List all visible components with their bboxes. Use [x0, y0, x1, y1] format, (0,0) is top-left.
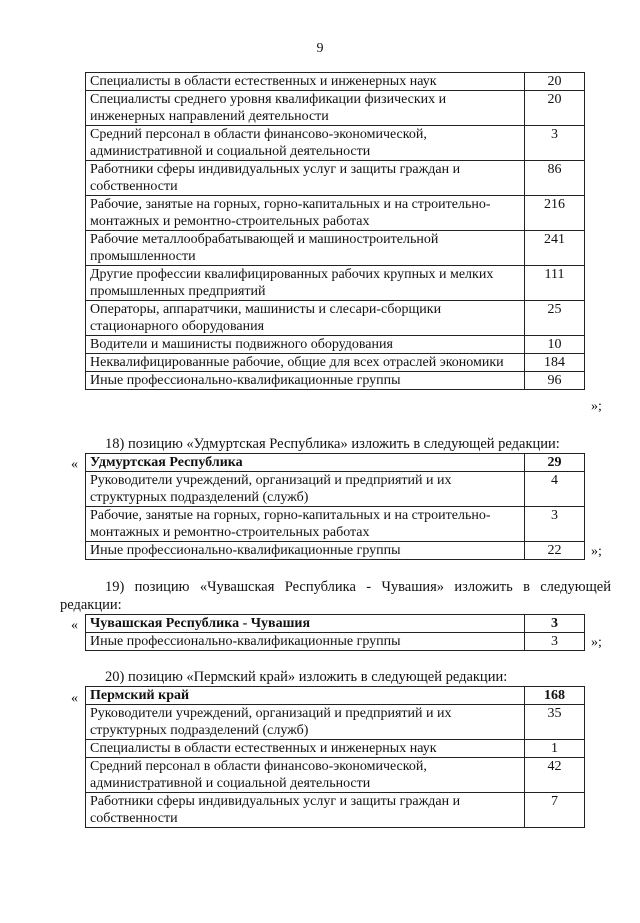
- group-count-cell: 35: [525, 705, 585, 740]
- table-header-row: [86, 687, 585, 705]
- table-header-row: [86, 615, 585, 633]
- paragraph-18-text: 18) позицию «Удмуртская Республика» изложить в следующей редакции:: [105, 436, 560, 452]
- group-count-cell: 3: [525, 126, 585, 161]
- table-udmurtia: [85, 453, 585, 560]
- group-count-cell: 3: [525, 507, 585, 542]
- paragraph-20-text: 20) позицию «Пермский край» изложить в следующей редакции:: [105, 669, 508, 685]
- group-count-cell: 3: [525, 633, 585, 651]
- table-row: [86, 73, 585, 91]
- region-total: 29: [525, 454, 585, 472]
- paragraph-18: [60, 435, 611, 453]
- group-name-cell: Работники сферы индивидуальных услуг и защиты граждан и собственности: [86, 793, 525, 828]
- region-total: 168: [525, 687, 585, 705]
- table-row: [86, 231, 585, 266]
- open-quote-chuv: «: [71, 618, 78, 633]
- paragraph-19-line1: 19) позицию «Чувашская Республика - Чувашия» изложить в следующей: [105, 579, 611, 595]
- table-perm: [85, 686, 585, 828]
- close-quote-udm: »;: [591, 544, 602, 559]
- group-name-cell: Средний персонал в области финансово-экономической, административной и социальной деятельности: [86, 758, 525, 793]
- region-total: 3: [525, 615, 585, 633]
- group-name-cell: Иные профессионально-квалификационные группы: [86, 542, 525, 560]
- table-row: [86, 758, 585, 793]
- group-name-cell: Средний персонал в области финансово-экономической, административной и социальной деятельности: [86, 126, 525, 161]
- group-name-cell: Специалисты в области естественных и инженерных наук: [86, 740, 525, 758]
- table-chuvashia: [85, 614, 585, 651]
- table-row: [86, 705, 585, 740]
- group-count-cell: 7: [525, 793, 585, 828]
- table-header-row: [86, 454, 585, 472]
- region-name: Пермский край: [86, 687, 525, 705]
- close-quote-chuv: »;: [591, 635, 602, 650]
- paragraph-19-line2: редакции:: [60, 597, 122, 613]
- group-name-cell: Рабочие, занятые на горных, горно-капитальных и на строительно-монтажных и ремонтно-строительных работах: [86, 196, 525, 231]
- group-name-cell: Неквалифицированные рабочие, общие для всех отраслей экономики: [86, 354, 525, 372]
- table-row: [86, 91, 585, 126]
- group-count-cell: 1: [525, 740, 585, 758]
- table-row: [86, 126, 585, 161]
- page-number: 9: [316, 41, 324, 56]
- group-count-cell: 86: [525, 161, 585, 196]
- region-name: Удмуртская Республика: [86, 454, 525, 472]
- group-name-cell: Руководители учреждений, организаций и предприятий и их структурных подразделений (служб): [86, 472, 525, 507]
- group-count-cell: 4: [525, 472, 585, 507]
- table-top: [85, 72, 585, 390]
- group-name-cell: Рабочие металлообрабатывающей и машиностроительной промышленности: [86, 231, 525, 266]
- group-count-cell: 241: [525, 231, 585, 266]
- close-quote-top: »;: [591, 399, 602, 414]
- open-quote-perm: «: [71, 691, 78, 706]
- group-name-cell: Руководители учреждений, организаций и предприятий и их структурных подразделений (служб): [86, 705, 525, 740]
- table-row: [86, 336, 585, 354]
- group-name-cell: Рабочие, занятые на горных, горно-капитальных и на строительно-монтажных и ремонтно-строительных работах: [86, 507, 525, 542]
- table-row: [86, 196, 585, 231]
- table-row: [86, 633, 585, 651]
- group-name-cell: Другие профессии квалифицированных рабочих крупных и мелких промышленных предприятий: [86, 266, 525, 301]
- group-name-cell: Операторы, аппаратчики, машинисты и слесари-сборщики стационарного оборудования: [86, 301, 525, 336]
- table-row: [86, 354, 585, 372]
- table-row: [86, 372, 585, 390]
- group-count-cell: 111: [525, 266, 585, 301]
- table-row: [86, 161, 585, 196]
- group-count-cell: 25: [525, 301, 585, 336]
- group-name-cell: Специалисты среднего уровня квалификации физических и инженерных направлений деятельности: [86, 91, 525, 126]
- group-count-cell: 20: [525, 91, 585, 126]
- table-row: [86, 266, 585, 301]
- table-row: [86, 542, 585, 560]
- table-row: [86, 472, 585, 507]
- group-name-cell: Специалисты в области естественных и инженерных наук: [86, 73, 525, 91]
- table-row: [86, 740, 585, 758]
- table-row: [86, 507, 585, 542]
- table-row: [86, 301, 585, 336]
- group-name-cell: Водители и машинисты подвижного оборудования: [86, 336, 525, 354]
- group-name-cell: Иные профессионально-квалификационные группы: [86, 372, 525, 390]
- group-count-cell: 96: [525, 372, 585, 390]
- table-row: [86, 793, 585, 828]
- group-count-cell: 22: [525, 542, 585, 560]
- open-quote-udm: «: [71, 457, 78, 472]
- group-count-cell: 10: [525, 336, 585, 354]
- group-count-cell: 216: [525, 196, 585, 231]
- region-name: Чувашская Республика - Чувашия: [86, 615, 525, 633]
- paragraph-19: [60, 578, 611, 614]
- group-name-cell: Работники сферы индивидуальных услуг и защиты граждан и собственности: [86, 161, 525, 196]
- group-count-cell: 20: [525, 73, 585, 91]
- paragraph-20: [60, 668, 611, 686]
- group-name-cell: Иные профессионально-квалификационные группы: [86, 633, 525, 651]
- group-count-cell: 184: [525, 354, 585, 372]
- group-count-cell: 42: [525, 758, 585, 793]
